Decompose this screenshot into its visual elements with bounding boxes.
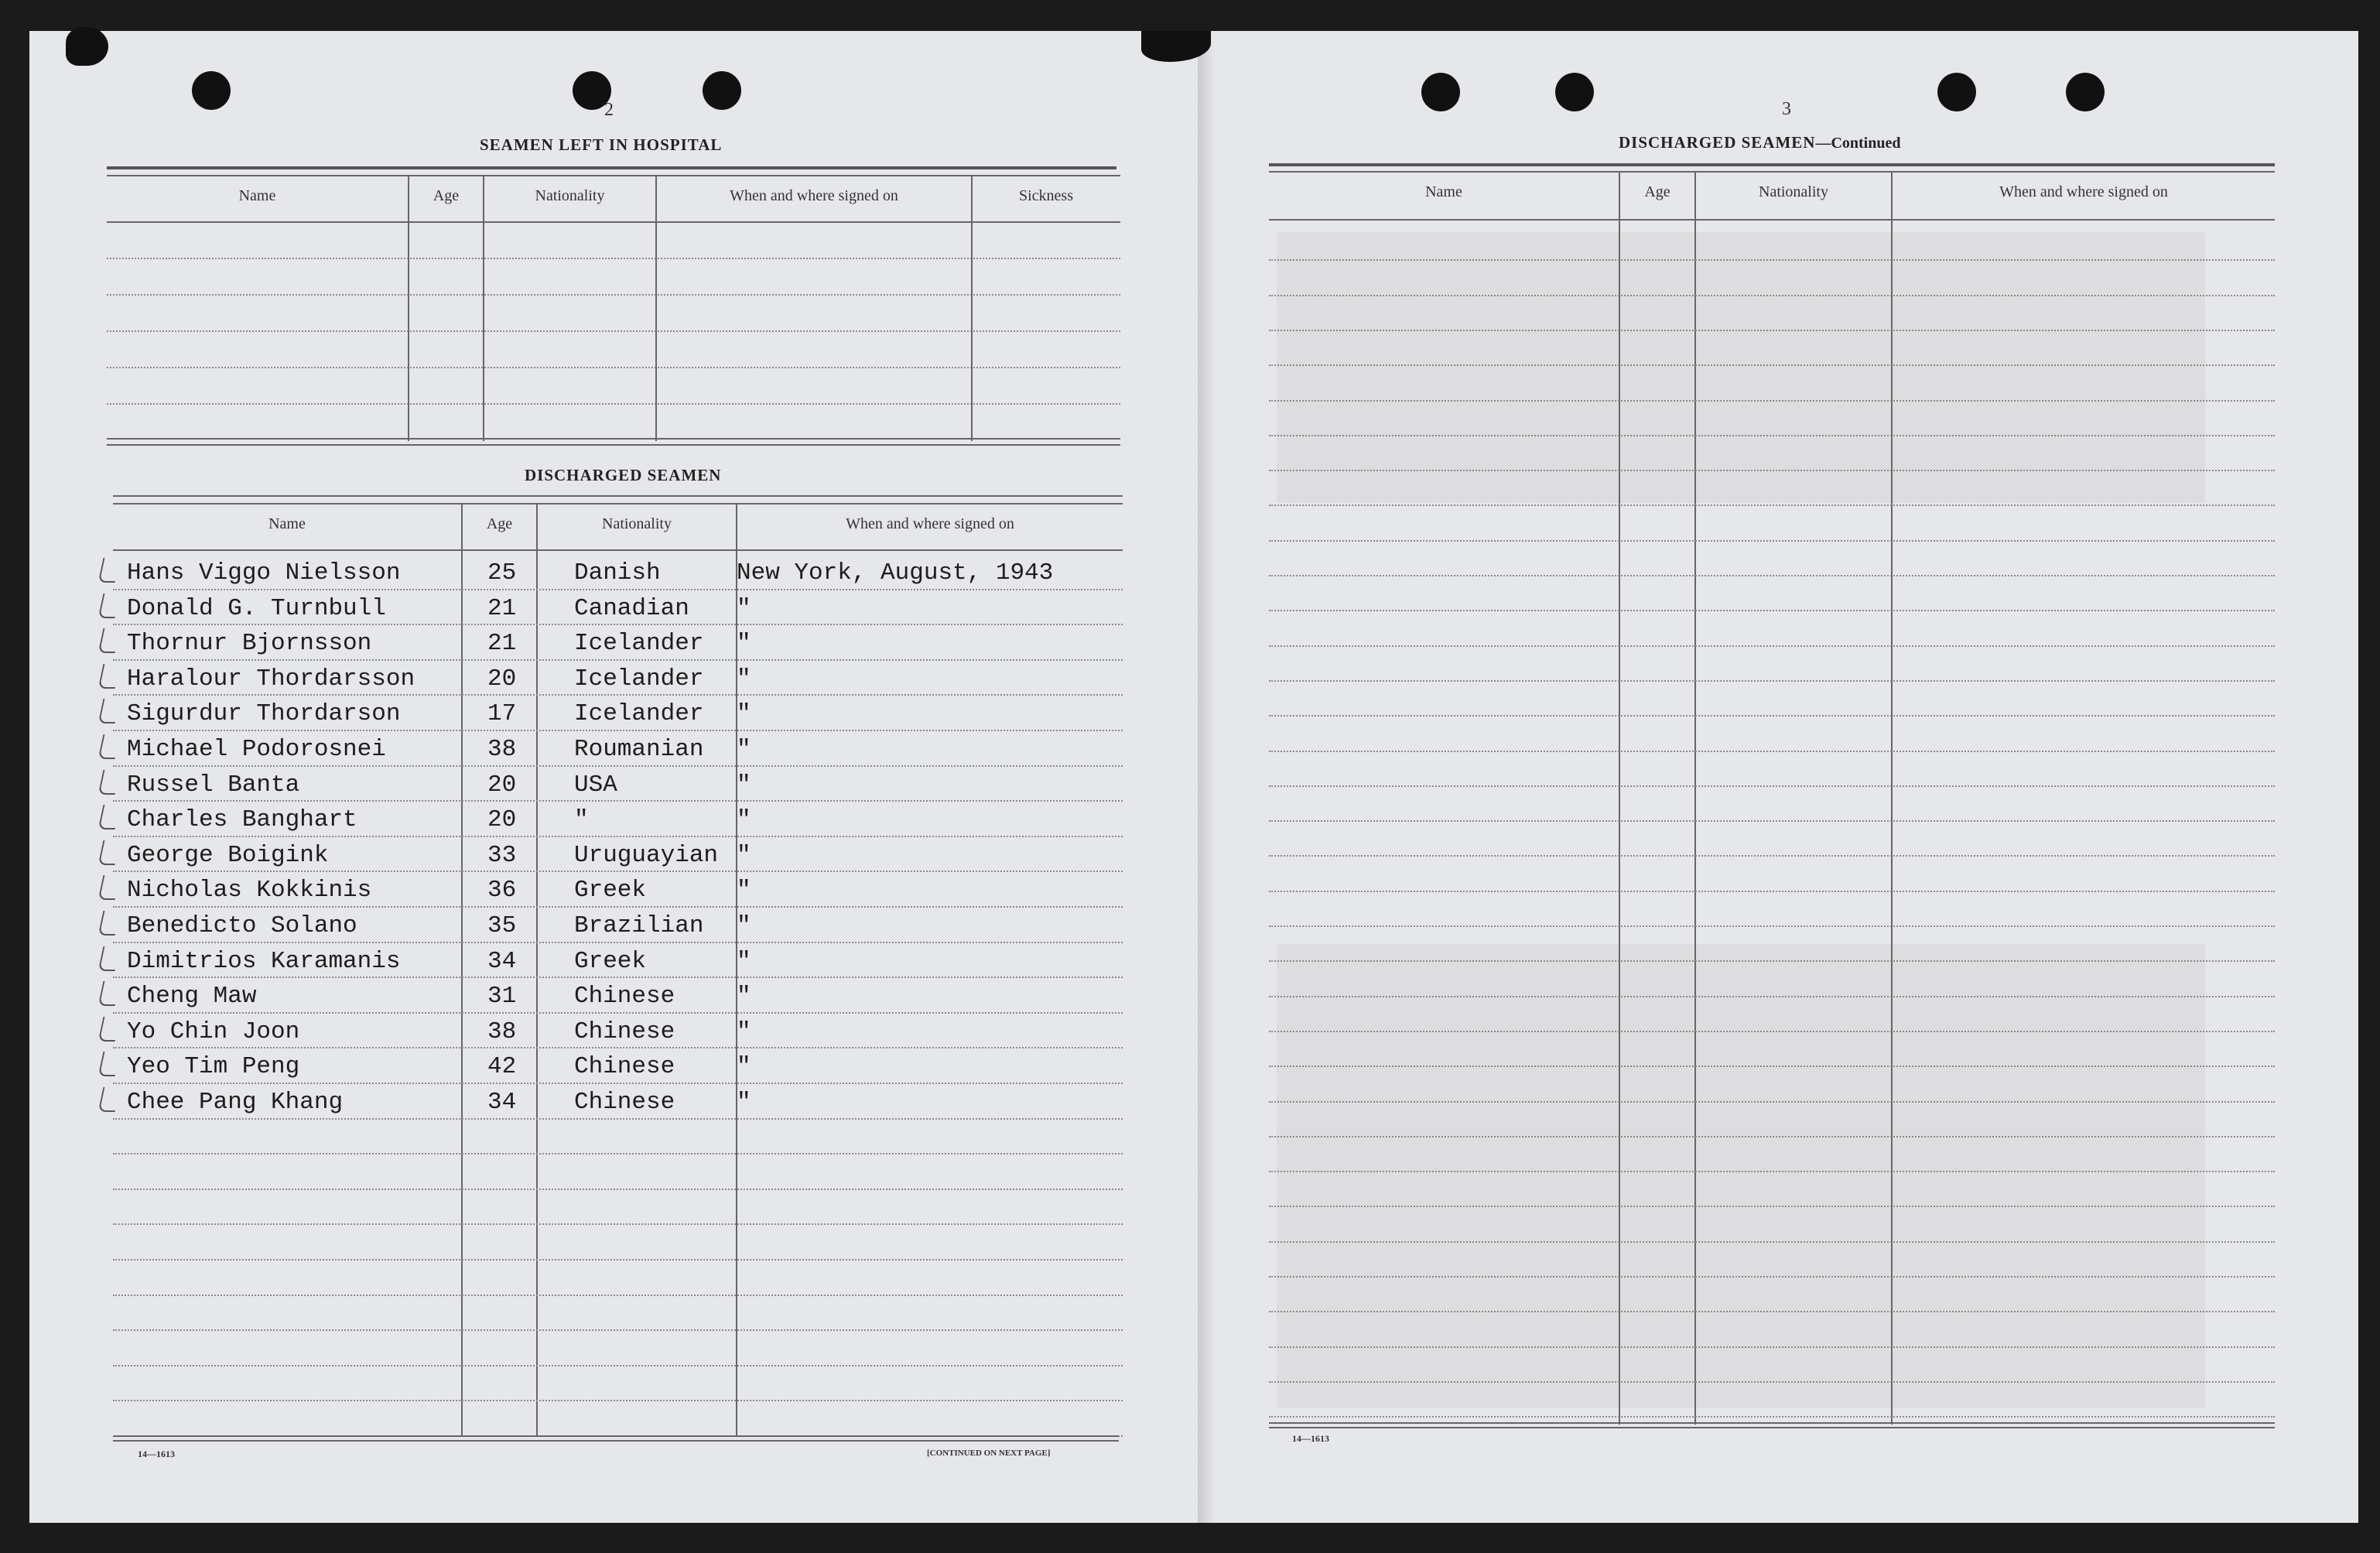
form-number: 14—1613 [1292,1433,1329,1444]
seaman-nationality: " [574,806,589,833]
discharged-section-title: DISCHARGED SEAMEN [525,466,722,484]
col-header-name: Name [1425,183,1462,200]
row-line [1269,1416,2275,1418]
seaman-signed-on: " [737,700,751,727]
row-line [1269,645,2275,647]
row-line [113,1118,1123,1120]
table-rule [113,495,1123,497]
punch-hole [1421,73,1460,111]
row-line [1269,610,2275,611]
row-line [113,942,1123,943]
bleed-through [1277,944,2205,1408]
col-header-signed-on: When and where signed on [730,187,898,204]
seaman-name: Michael Podorosnei [127,736,386,763]
table-rule [1269,1427,2275,1428]
row-line [107,367,1120,368]
col-header-signed-on: When and where signed on [1999,183,2168,200]
row-line [107,330,1120,332]
seaman-name: Russel Banta [127,771,300,799]
seaman-age: 34 [487,1089,517,1116]
seaman-signed-on: New York, August, 1943 [737,559,1054,587]
row-line [113,765,1123,767]
seaman-age: 33 [487,842,517,869]
table-rule [1269,1422,2275,1424]
row-line [113,1012,1123,1014]
row-line [113,730,1123,731]
row-line [113,624,1123,625]
seaman-signed-on: " [737,806,751,833]
seaman-signed-on: " [737,877,751,904]
right-title-main: DISCHARGED SEAMEN [1619,133,1816,152]
seaman-nationality: Roumanian [574,736,704,763]
seaman-age: 34 [487,948,517,975]
right-title-suffix: —Continued [1815,135,1901,152]
seaman-signed-on: " [737,1018,751,1045]
row-line [113,800,1123,802]
row-line [113,1153,1123,1154]
table-rule [107,221,1120,223]
row-line [1269,891,2275,892]
row-line [113,836,1123,837]
row-line [1269,505,2275,506]
seaman-signed-on: " [737,842,751,869]
seaman-name: Hans Viggo Nielsson [127,559,401,587]
form-number: 14—1613 [138,1449,175,1459]
row-line [113,659,1123,661]
seaman-name: Donald G. Turnbull [127,595,386,622]
seaman-nationality: Danish [574,559,661,587]
seaman-age: 17 [487,700,517,727]
row-line [113,1400,1123,1401]
bleed-through [1277,232,2205,503]
row-line [113,1295,1123,1296]
seaman-name: George Boigink [127,842,329,869]
table-rule [1269,171,2275,173]
table-rule [107,175,1120,176]
row-line [107,294,1120,296]
punch-hole [192,71,231,110]
row-line [113,1259,1123,1261]
column-divider [461,503,463,1436]
table-rule [107,166,1116,169]
row-line [113,694,1123,696]
seaman-name: Charles Banghart [127,806,357,833]
seaman-name: Yo Chin Joon [127,1018,300,1045]
table-rule [1269,163,2275,166]
seaman-nationality: Chinese [574,1018,675,1045]
hospital-section-title: SEAMEN LEFT IN HOSPITAL [480,135,723,154]
col-header-age: Age [1644,183,1670,200]
seaman-signed-on: " [737,736,751,763]
row-line [1269,785,2275,787]
row-line [113,1329,1123,1331]
seaman-signed-on: " [737,771,751,799]
punch-hole [66,27,108,66]
row-line [113,906,1123,908]
punch-hole [703,71,741,110]
table-rule [107,438,1120,440]
seaman-name: Chee Pang Khang [127,1089,344,1116]
table-rule [113,1435,1119,1437]
table-rule [107,444,1120,446]
col-header-age: Age [486,515,513,532]
column-divider [536,503,538,1436]
row-line [113,1083,1123,1084]
row-line [113,1365,1123,1367]
column-divider [408,175,409,441]
col-header-nationality: Nationality [602,515,672,532]
seaman-name: Haralour Thordarsson [127,665,415,693]
row-line [1269,751,2275,752]
col-header-age: Age [433,187,460,204]
seaman-nationality: USA [574,771,617,799]
seaman-age: 25 [487,559,517,587]
seaman-name: Dimitrios Karamanis [127,948,401,975]
seaman-signed-on: " [737,1089,751,1116]
seaman-name: Nicholas Kokkinis [127,877,372,904]
row-line [113,589,1123,590]
row-line [113,871,1123,872]
col-header-signed-on: When and where signed on [846,515,1014,532]
seaman-age: 38 [487,736,517,763]
row-line [113,1047,1123,1048]
column-divider [483,175,484,441]
seaman-nationality: Icelander [574,700,704,727]
punch-hole [1555,73,1594,111]
seaman-nationality: Chinese [574,1053,675,1080]
right-section-title [1619,133,1900,152]
column-divider [971,175,973,441]
seaman-signed-on: " [737,1053,751,1080]
seaman-age: 20 [487,665,517,693]
seaman-nationality: Greek [574,877,647,904]
row-line [1269,575,2275,576]
row-line [1269,680,2275,682]
page-gutter [1198,31,1215,1523]
seaman-name: Thornur Bjornsson [127,630,372,657]
seaman-name: Sigurdur Thordarson [127,700,401,727]
seaman-name: Yeo Tim Peng [127,1053,300,1080]
seaman-name: Cheng Maw [127,983,257,1010]
seaman-age: 20 [487,806,517,833]
seaman-signed-on: " [737,595,751,622]
col-header-nationality: Nationality [535,187,605,204]
seaman-age: 21 [487,595,517,622]
seaman-signed-on: " [737,630,751,657]
table-rule [113,549,1123,551]
seaman-nationality: Chinese [574,983,675,1010]
col-header-nationality: Nationality [1759,183,1828,200]
table-rule [113,503,1123,505]
row-line [107,258,1120,259]
col-header-name: Name [268,515,306,532]
row-line [1269,855,2275,857]
row-line [1269,540,2275,542]
page-number: 2 [604,100,614,120]
seaman-nationality: Greek [574,948,647,975]
row-line [1269,925,2275,927]
seaman-nationality: Icelander [574,665,704,693]
seaman-signed-on: " [737,912,751,939]
seaman-age: 42 [487,1053,517,1080]
seaman-signed-on: " [737,948,751,975]
table-rule [113,1440,1119,1442]
seaman-signed-on: " [737,665,751,693]
seaman-age: 35 [487,912,517,939]
row-line [1269,820,2275,822]
col-header-name: Name [238,187,276,204]
column-divider [655,175,657,441]
punch-hole [2066,73,2105,111]
continued-note: [CONTINUED ON NEXT PAGE] [927,1449,1051,1458]
seaman-nationality: Brazilian [574,912,704,939]
table-rule [1269,219,2275,221]
seaman-age: 20 [487,771,517,799]
seaman-nationality: Chinese [574,1089,675,1116]
seaman-name: Benedicto Solano [127,912,357,939]
row-line [107,403,1120,405]
col-header-sickness: Sickness [1019,187,1073,204]
punch-hole [1937,73,1976,111]
seaman-nationality: Icelander [574,630,704,657]
seaman-nationality: Uruguayian [574,842,719,869]
row-line [113,1223,1123,1225]
seaman-age: 36 [487,877,517,904]
seaman-age: 38 [487,1018,517,1045]
page-number: 3 [1782,99,1791,119]
row-line [1269,715,2275,717]
seaman-signed-on: " [737,983,751,1010]
seaman-nationality: Canadian [574,595,689,622]
seaman-age: 21 [487,630,517,657]
row-line [113,977,1123,978]
seaman-age: 31 [487,983,517,1010]
row-line [113,1189,1123,1190]
